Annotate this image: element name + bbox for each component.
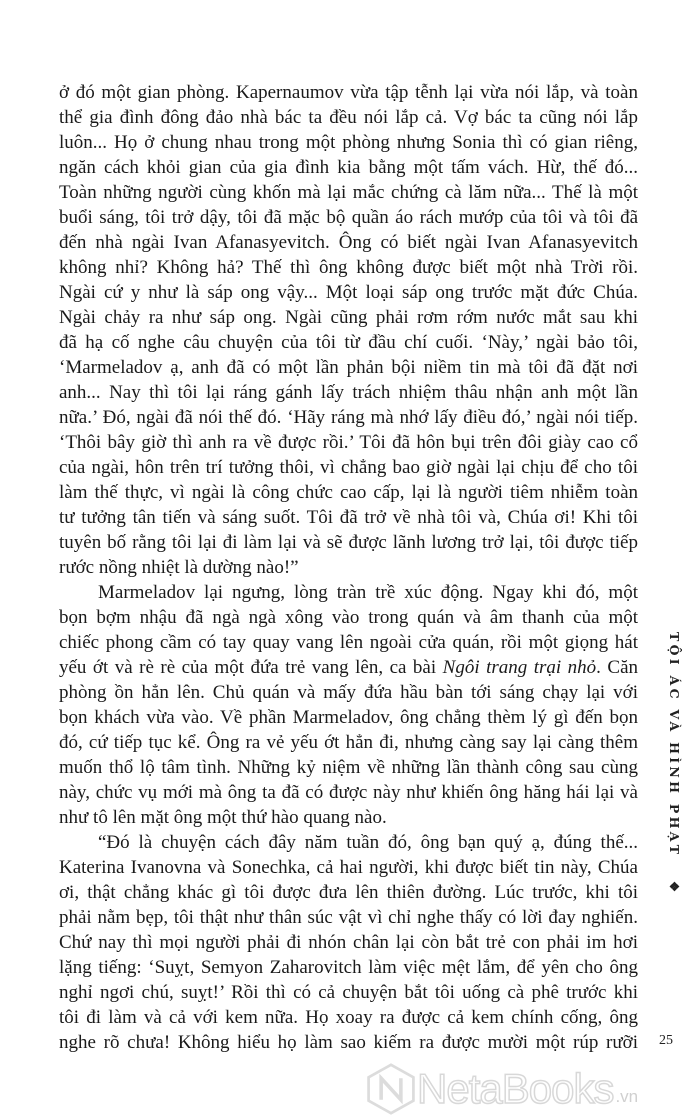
ornament-icon: ❖ <box>667 878 682 898</box>
running-head <box>656 632 682 1012</box>
text-line: tư tưởng tân tiến và sáng suốt. Tôi đã trở về nhà tôi và, Chúa ơi! Khi tôi <box>59 507 638 528</box>
text-line: Katerina Ivanovna và Sonechka, cả hai người, khi được biết tin này, Chúa <box>59 857 638 878</box>
text-line: ở đó một gian phòng. Kapernaumov vừa tập tễnh lại vừa nói lắp, và toàn <box>59 82 638 103</box>
text-line: phải nằm bẹp, tôi thật như thân súc vật vì chỉ nghe thấy có lời đay nghiến. <box>59 907 638 928</box>
watermark <box>365 1062 638 1116</box>
text-line: nghe rõ chưa! Không hiểu họ làm sao kiếm ra được mười một rúp rưỡi <box>59 1032 638 1053</box>
text-line: chiếc phong cầm có tay quay vang lên ngoài cửa quán, rồi một giọng hát <box>59 632 638 653</box>
text-line: đến nhà ngài Ivan Afanasyevitch. Ông có biết ngài Ivan Afanasyevitch <box>59 232 638 253</box>
text-line: ngăn cách khỏi gian của gia đình kia bằng một tấm vách. Hừ, thế đó... <box>59 157 638 178</box>
text-line: làm thế thực, vì ngài là công chức cao cấp, lại là người tiêm nhiễm toàn <box>59 482 638 503</box>
text-line: muốn thổ lộ tâm tình. Những kỷ niệm về những lần thành công sau cùng <box>59 757 638 778</box>
text-line: rước nồng nhiệt là dường nào!” <box>59 557 299 578</box>
page-number: 25 <box>659 1033 673 1048</box>
text-line: của ngài, hôn trên trí tưởng thôi, vì chẳng bao giờ ngài lại chịu để cho tôi <box>59 457 638 478</box>
text-line: luôn... Họ ở chung nhau trong một phòng nhưng Sonia thì có gian riêng, <box>59 132 638 153</box>
paragraph <box>59 80 638 580</box>
text-line: bọn bợm nhậu đã ngà ngà xông vào trong quán và âm thanh của một <box>59 607 638 628</box>
text-line: nữa.’ Đó, ngài đã nói thế đó. ‘Hãy ráng mà nhớ lấy điều đó,’ ngài nói tiếp. <box>59 407 638 428</box>
paragraph <box>59 580 638 830</box>
text-line: như tô lên mặt ông một thứ hào quang nào. <box>59 807 387 828</box>
watermark-brand: NetaBooks <box>417 1065 614 1112</box>
text-line: này, chức vụ mới mà ông ta đã có được này như khiến ông hăng hái lại và <box>59 782 638 803</box>
text-line: tôi đi làm và cả với kem nữa. Họ xoay ra được cả kem chính cống, ông <box>59 1007 638 1028</box>
text-line: ‘Thôi bây giờ thì anh ra về được rồi.’ Tôi đã hôn bụi trên đôi giày cao cổ <box>59 432 638 453</box>
text-line: lặng tiếng: ‘Suỵt, Semyon Zaharovitch làm việc mệt lắm, để yên cho ông <box>59 957 638 978</box>
text-line: nghỉ ngơi chú, suỵt!’ Rồi thì có cả chuyện bắt tôi uống cà phê trước khi <box>59 982 638 1003</box>
text-line: Marmeladov lại ngưng, lòng tràn trề xúc động. Ngay khi đó, một <box>98 582 638 603</box>
text-line: buổi sáng, tôi trở dậy, tôi đã mặc bộ quần áo rách mướp của tôi và tôi đã <box>59 207 638 228</box>
text-line: yếu ớt và rè rè của một đứa trẻ vang lên, ca bài Ngôi trang trại nhỏ. Căn <box>59 657 639 678</box>
text-line: anh... Nay thì tôi lại ráng gánh lấy trách nhiệm thâu nhận anh một lần <box>59 382 638 403</box>
text-line: đó, cứ tiếp tục kể. Ông ra vẻ yếu ớt hẳn đi, nhưng càng say lại càng thêm <box>59 732 638 753</box>
text-line: phòng ồn hẳn lên. Chủ quán và mấy đứa hầu bàn tới sáng chạy lại với <box>59 682 638 703</box>
text-line: thể gia đình đông đảo nhà bác ta đều nói lắp cả. Vợ bác ta cũng nói lắp <box>59 107 638 128</box>
text-line: “Đó là chuyện cách đây năm tuần đó, ông bạn quý ạ, đúng thế... <box>98 832 638 853</box>
text-line: Ngài chảy ra như sáp ong. Ngài cũng phải rơm rớm nước mắt sau khi <box>59 307 638 328</box>
text-line: Chứ nay thì mọi người phải đi nhón chân lại còn bắt trẻ con phải im hơi <box>59 932 638 953</box>
paragraph <box>59 830 638 1055</box>
text-line: ơi, thật chẳng khác gì tôi được đưa lên thiên đường. Lúc trước, khi tôi <box>59 882 638 903</box>
text-line: Ngài cứ y như là sáp ong vậy... Một loại sáp ong trước mặt đức Chúa. <box>59 282 638 303</box>
watermark-tld: .vn <box>615 1087 639 1106</box>
text-line: không nhỉ? Không hả? Thế thì ông không được biết một nhà Trời rồi. <box>59 257 638 278</box>
text-line: tuyên bố rằng tôi lại đi làm lại và sẽ được lãnh lương trở lại, tôi được tiếp <box>59 532 638 553</box>
book-title: TỘI ÁC VÀ HÌNH PHẠT <box>667 632 682 858</box>
text-line: Toàn những người cùng khốn mà lại mắc chứng cà lăm nữa... Thế là một <box>59 182 638 203</box>
text-line: bọn khách vừa vào. Về phần Marmeladov, ông chẳng thèm lý gì đến bọn <box>59 707 638 728</box>
book-body-text <box>59 80 638 1055</box>
song-title: Ngôi trang trại nhỏ <box>442 657 597 678</box>
text-line: đã hạ cố nghe câu chuyện của tôi từ đầu chí cuối. ‘Này,’ ngài bảo tôi, <box>59 332 638 353</box>
netabooks-logo-icon <box>365 1062 417 1116</box>
text-line: ‘Marmeladov ạ, anh đã có một lần phản bội niềm tin mà tôi đã đặt nơi <box>59 357 638 378</box>
